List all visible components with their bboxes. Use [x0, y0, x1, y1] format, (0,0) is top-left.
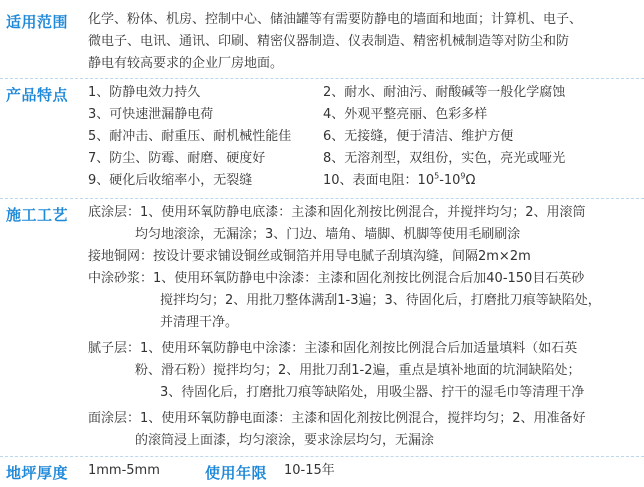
feature-10-surface-resistance: [323, 172, 475, 190]
process-mid-coat-line-1: 中涂砂浆：1、使用环氧防静电中涂漆：主漆和固化剂按比例混合后加40-150目石英砂: [88, 271, 585, 286]
process-top-coat-line-1: 面涂层：1、使用环氧防静电面漆：主漆和固化剂按比例混合，搅拌均匀；2、用准备好: [88, 411, 586, 426]
resistance-prefix: 10、表面电阻：10: [323, 173, 435, 188]
feature-9: 9、硬化后收缩率小，无裂缝: [88, 173, 253, 188]
thickness-value: 1mm-5mm: [88, 463, 160, 478]
process-mid-coat-line-2: 搅拌均匀；2、用批刀整体满刮1-3遍；3、待固化后，打磨批刀痕等缺陷处，: [160, 293, 601, 308]
scope-line-1: 化学、粉体、机房、控制中心、储油罐等有需要防静电的墙面和地面；计算机、电子、: [88, 12, 583, 27]
feature-3: 3、可快速泄漏静电荷: [88, 107, 214, 122]
resistance-unit: Ω: [465, 173, 476, 188]
resistance-exp-1: 5: [434, 171, 440, 181]
scope-line-2: 微电子、电讯、通讯、印刷、精密仪器制造、仪表制造、精密机械制造等对防尘和防: [88, 34, 570, 49]
process-putty-line-2: 粉、滑石粉）搅拌均匀；2、用批刀刮1-2遍，重点是填补地面的坑洞缺陷处；: [135, 363, 581, 378]
scope-line-3: 静电有较高要求的企业厂房地面。: [88, 56, 284, 71]
feature-1: 1、防静电效力持久: [88, 85, 201, 100]
process-base-coat-line-2: 均匀地滚涂，无漏涂；3、门边、墙角、墙脚、机脚等使用毛刷刷涂: [135, 227, 521, 242]
resistance-exp-2: 9: [460, 171, 466, 181]
features-label: 产品特点: [6, 86, 69, 104]
process-copper-mesh-line: 接地铜网：按设计要求铺设铜丝或铜箔并用导电腻子刮填沟缝，间隔2m×2m: [88, 249, 531, 264]
feature-5: 5、耐冲击、耐重压、耐机械性能佳: [88, 129, 292, 144]
section-divider: [0, 198, 644, 199]
process-label: 施工工艺: [6, 206, 69, 224]
section-divider: [0, 78, 644, 79]
feature-8: 8、无溶剂型，双组份，实色，亮光或哑光: [323, 151, 566, 166]
feature-4: 4、外观平整亮丽、色彩多样: [323, 107, 488, 122]
feature-6: 6、无接缝，便于清洁、维护方便: [323, 129, 514, 144]
thickness-label: 地坪厚度: [6, 464, 69, 482]
feature-2: 2、耐水、耐油污、耐酸碱等一般化学腐蚀: [323, 85, 566, 100]
process-top-coat-line-2: 的滚筒浸上面漆，均匀滚涂，要求涂层均匀，无漏涂: [135, 433, 435, 448]
service-life-label: 使用年限: [205, 464, 268, 482]
section-divider: [0, 456, 644, 457]
feature-7: 7、防尘、防霉、耐磨、硬度好: [88, 151, 266, 166]
scope-label: 适用范围: [6, 13, 69, 31]
process-putty-line-3: 3、待固化后，打磨批刀痕等缺陷处，用吸尘器、拧干的湿毛巾等清理干净: [160, 385, 585, 400]
process-putty-line-1: 腻子层：1、使用环氧防静电中涂漆：主漆和固化剂按比例混合后加适量填料（如石英: [88, 341, 578, 356]
process-base-coat-line-1: 底涂层：1、使用环氧防静电底漆：主漆和固化剂按比例混合，并搅拌均匀；2、用滚筒: [88, 205, 586, 220]
service-life-value: 10-15年: [284, 463, 335, 478]
process-mid-coat-line-3: 并清理干净。: [160, 315, 239, 330]
resistance-mid: -10: [439, 173, 461, 188]
